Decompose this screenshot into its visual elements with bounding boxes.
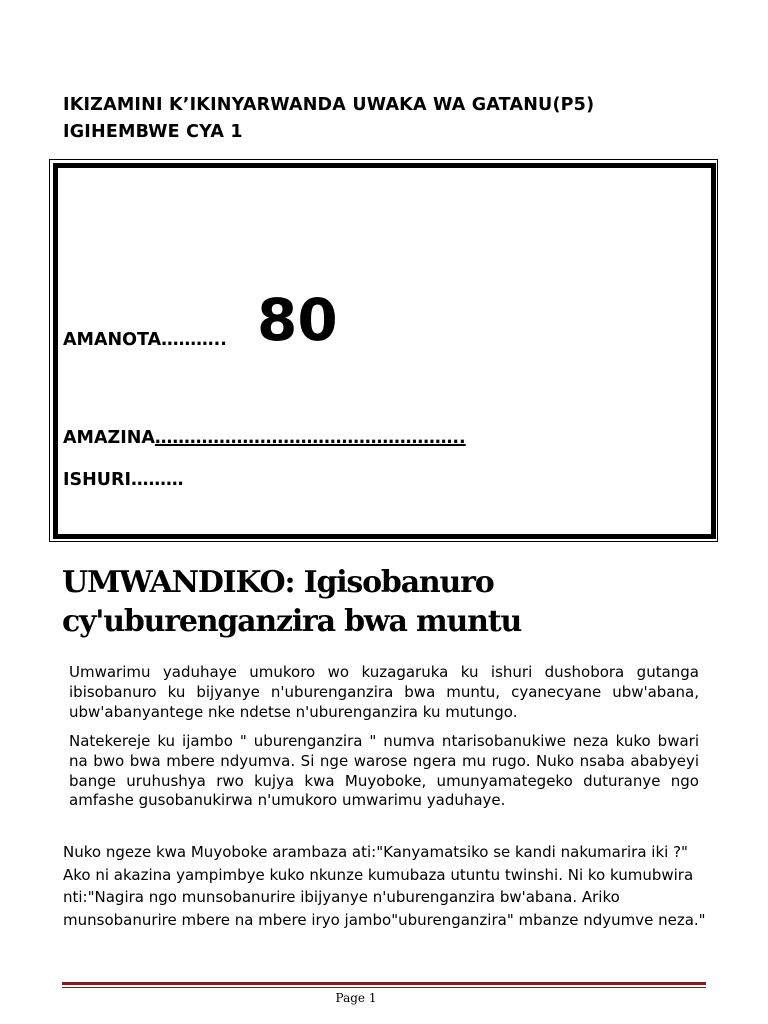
exam-term: IGIHEMBWE CYA 1	[63, 122, 243, 142]
footer-rule-thin	[62, 987, 706, 988]
amazina-field	[63, 428, 466, 448]
ishuri-label: ISHURI………	[63, 470, 184, 490]
paragraph-1: Umwarimu yaduhaye umukoro wo kuzagaruka ku ishuri dushobora gutanga ibisobanuro ku bijyanye n'uburenganzira bwa muntu, cyanecyane ubw'abana, ubw'abanyantege nke ndetse n'uburenganzira ku mutungo.	[69, 663, 699, 721]
footer-rule-thick	[62, 982, 706, 985]
paragraph-2: Natekereje ku ijambo " uburenganzira " numva ntarisobanukiwe neza kuko bwari na bwo bwa mbere ndyumva. Si nge warose ngera mu rugo. Nuko nsaba ababyeyi bange uruhushya rwo kujya kwa Muyoboke, umunyamategeko duturanye ngo amfashe gusobanukirwa n'umukoro umwarimu yaduhaye.	[69, 732, 699, 810]
exam-header	[63, 92, 594, 146]
amazina-label: AMAZINA	[63, 428, 155, 448]
score-value: 80	[257, 286, 338, 354]
exam-title: IKIZAMINI K’IKINYARWANDA UWAKA WA GATANU(P5)	[63, 95, 595, 115]
essay-title-line2: cy'uburenganzira bwa muntu	[62, 604, 522, 639]
paragraph-3: Nuko ngeze kwa Muyoboke arambaza ati:"Kanyamatsiko se kandi nakumarira iki ?" Ako ni akazina yampimbye kuko nkunze kumubaza utuntu twinshi. Ni ko kumubwira nti:"Nagira ngo munsobanurire ibijyanye n'uburenganzira bw'abana. Ariko munsobanurire mbere na mbere iryo jambo"uburenganzira" mbanze ndyumve neza."	[63, 843, 706, 929]
essay-title-line1: UMWANDIKO: Igisobanuro	[62, 565, 494, 600]
amanota-label: AMANOTA………..	[63, 330, 227, 350]
amazina-blank: ……………………………………………..	[154, 428, 466, 448]
essay-title	[62, 563, 521, 641]
page-number: Page 1	[335, 991, 377, 1005]
